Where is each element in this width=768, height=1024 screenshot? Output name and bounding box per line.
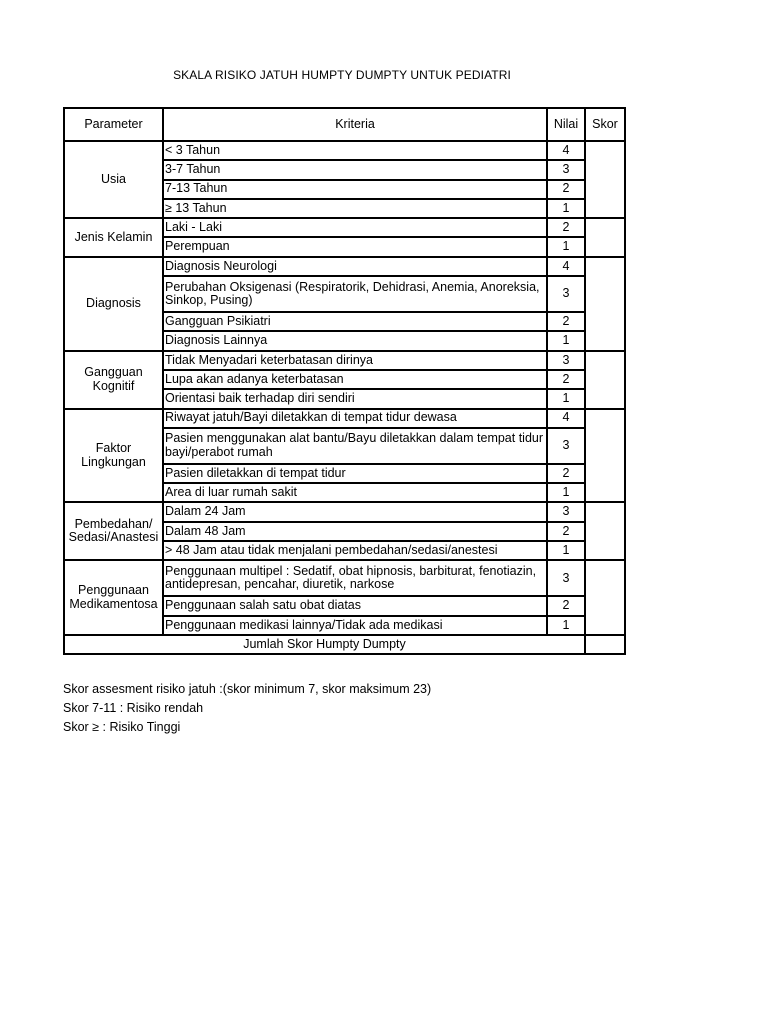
- nilai-cell: 1: [547, 237, 585, 256]
- parameter-cell: Diagnosis: [64, 257, 163, 351]
- parameter-cell: Usia: [64, 141, 163, 218]
- kriteria-cell: Orientasi baik terhadap diri sendiri: [163, 389, 547, 408]
- kriteria-cell: 7-13 Tahun: [163, 180, 547, 199]
- nilai-cell: 3: [547, 428, 585, 464]
- kriteria-cell: Pasien diletakkan di tempat tidur: [163, 464, 547, 483]
- kriteria-cell: Diagnosis Lainnya: [163, 331, 547, 350]
- score-notes: [63, 680, 431, 737]
- nilai-cell: 4: [547, 141, 585, 160]
- skor-cell: [585, 409, 625, 503]
- kriteria-cell: > 48 Jam atau tidak menjalani pembedahan/sedasi/anestesi: [163, 541, 547, 560]
- nilai-cell: 2: [547, 218, 585, 237]
- nilai-cell: 1: [547, 541, 585, 560]
- note-line: Skor 7-11 : Risiko rendah: [63, 701, 204, 715]
- parameter-cell: Penggunaan Medikamentosa: [64, 560, 163, 635]
- kriteria-cell: Dalam 48 Jam: [163, 522, 547, 541]
- table-row: [64, 141, 625, 160]
- total-skor-cell: [585, 635, 625, 654]
- kriteria-cell: Penggunaan multipel : Sedatif, obat hipnosis, barbiturat, fenotiazin, antidepresan, pencahar, diuretik, narkose: [163, 560, 547, 596]
- nilai-cell: 2: [547, 370, 585, 389]
- kriteria-cell: Riwayat jatuh/Bayi diletakkan di tempat tidur dewasa: [163, 409, 547, 428]
- table-row: [64, 409, 625, 428]
- parameter-cell: Faktor Lingkungan: [64, 409, 163, 503]
- skor-cell: [585, 560, 625, 635]
- skor-cell: [585, 257, 625, 351]
- header-nilai: Nilai: [547, 108, 585, 141]
- kriteria-cell: Laki - Laki: [163, 218, 547, 237]
- nilai-cell: 3: [547, 560, 585, 596]
- header-parameter: Parameter: [64, 108, 163, 141]
- kriteria-cell: < 3 Tahun: [163, 141, 547, 160]
- skor-cell: [585, 218, 625, 257]
- note-line: Skor assesment risiko jatuh :(skor minimum 7, skor maksimum 23): [63, 682, 432, 696]
- kriteria-cell: Penggunaan salah satu obat diatas: [163, 596, 547, 615]
- table-row: [64, 218, 625, 237]
- nilai-cell: 1: [547, 389, 585, 408]
- header-kriteria: Kriteria: [163, 108, 547, 141]
- kriteria-cell: Dalam 24 Jam: [163, 502, 547, 521]
- kriteria-cell: Perempuan: [163, 237, 547, 256]
- nilai-cell: 1: [547, 616, 585, 635]
- kriteria-cell: Area di luar rumah sakit: [163, 483, 547, 502]
- parameter-cell: Jenis Kelamin: [64, 218, 163, 257]
- nilai-cell: 4: [547, 409, 585, 428]
- table-row: [64, 502, 625, 521]
- total-row: [64, 635, 625, 654]
- nilai-cell: 3: [547, 502, 585, 521]
- nilai-cell: 3: [547, 276, 585, 312]
- kriteria-cell: Pasien menggunakan alat bantu/Bayu diletakkan dalam tempat tidur bayi/perabot rumah: [163, 428, 547, 464]
- skor-cell: [585, 351, 625, 409]
- nilai-cell: 4: [547, 257, 585, 276]
- kriteria-cell: 3-7 Tahun: [163, 160, 547, 179]
- note-line: Skor ≥ : Risiko Tinggi: [63, 720, 181, 734]
- table-row: [64, 560, 625, 596]
- kriteria-cell: Tidak Menyadari keterbatasan dirinya: [163, 351, 547, 370]
- kriteria-cell: Penggunaan medikasi lainnya/Tidak ada medikasi: [163, 616, 547, 635]
- parameter-cell: Gangguan Kognitif: [64, 351, 163, 409]
- risk-scale-table: [63, 107, 626, 655]
- skor-cell: [585, 141, 625, 218]
- header-row: [64, 108, 625, 141]
- header-skor: Skor: [585, 108, 625, 141]
- total-label: Jumlah Skor Humpty Dumpty: [64, 635, 585, 654]
- kriteria-cell: Diagnosis Neurologi: [163, 257, 547, 276]
- kriteria-cell: Gangguan Psikiatri: [163, 312, 547, 331]
- nilai-cell: 3: [547, 160, 585, 179]
- table-row: [64, 257, 625, 276]
- nilai-cell: 1: [547, 331, 585, 350]
- page-title: SKALA RISIKO JATUH HUMPTY DUMPTY UNTUK PEDIATRI: [173, 68, 511, 82]
- kriteria-cell: Lupa akan adanya keterbatasan: [163, 370, 547, 389]
- nilai-cell: 2: [547, 312, 585, 331]
- nilai-cell: 1: [547, 199, 585, 218]
- nilai-cell: 3: [547, 351, 585, 370]
- nilai-cell: 2: [547, 522, 585, 541]
- skor-cell: [585, 502, 625, 560]
- parameter-cell: Pembedahan/ Sedasi/Anastesi: [64, 502, 163, 560]
- kriteria-cell: ≥ 13 Tahun: [163, 199, 547, 218]
- nilai-cell: 2: [547, 464, 585, 483]
- kriteria-cell: Perubahan Oksigenasi (Respiratorik, Dehidrasi, Anemia, Anoreksia, Sinkop, Pusing): [163, 276, 547, 312]
- nilai-cell: 2: [547, 180, 585, 199]
- table-row: [64, 351, 625, 370]
- nilai-cell: 1: [547, 483, 585, 502]
- nilai-cell: 2: [547, 596, 585, 615]
